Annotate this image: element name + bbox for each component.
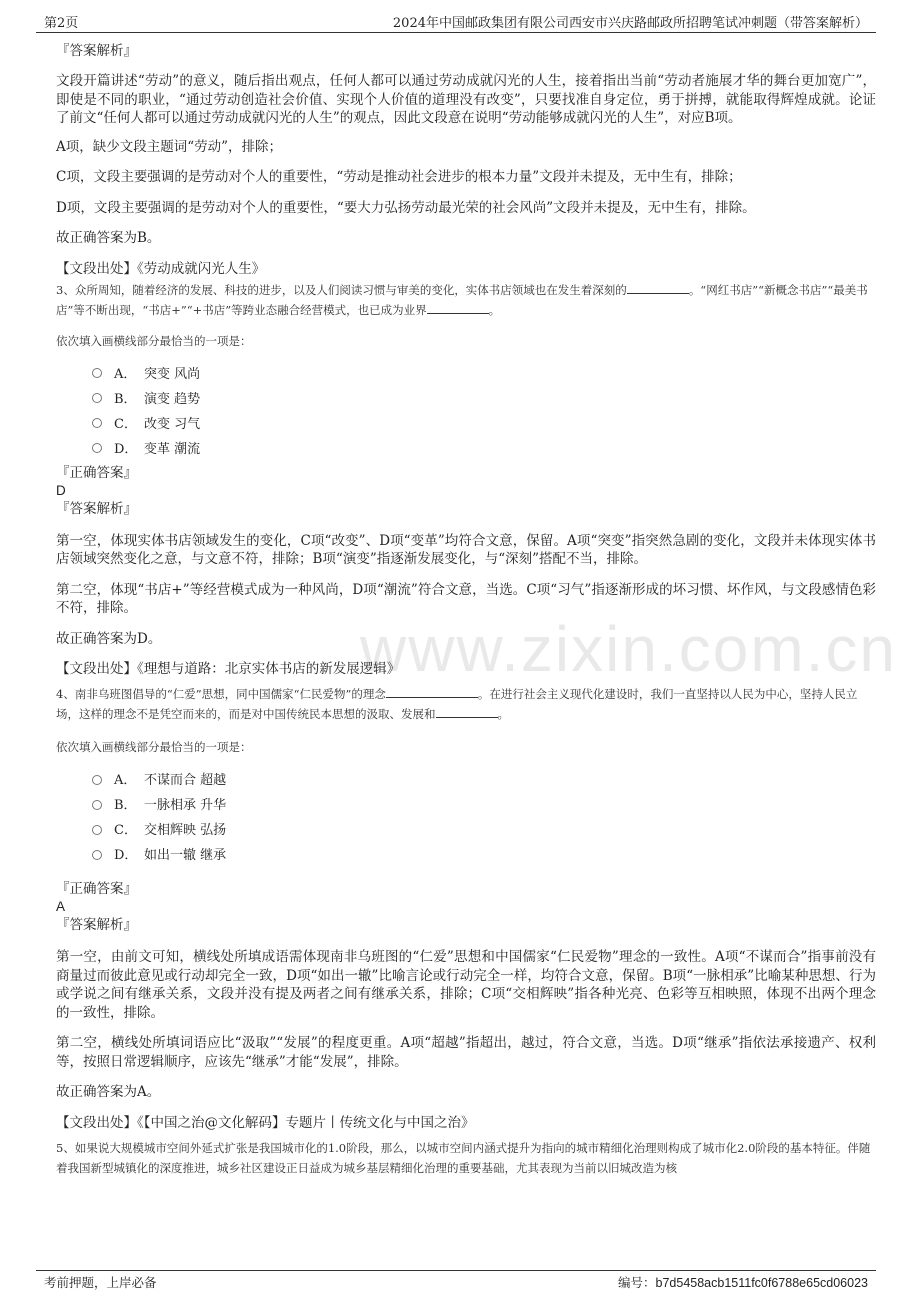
option-d[interactable]: D． 变革 潮流 [92, 437, 876, 462]
option-c[interactable]: C． 改变 习气 [92, 412, 876, 437]
radio-icon[interactable] [92, 825, 102, 835]
analysis-label: 『答案解析』 [56, 43, 137, 59]
answer-blank [627, 281, 689, 294]
answer-statement: 故正确答案为A。 [56, 1084, 161, 1100]
option-c[interactable]: C． 交相辉映 弘扬 [92, 818, 876, 843]
analysis-paragraph: C项，文段主要强调的是劳动对个人的重要性，“劳动是推动社会进步的根本力量”文段并未提及，无中生有，排除； [56, 169, 742, 185]
analysis-paragraph: 第二空，体现“书店+”等经营模式成为一种风尚，D项“潮流”符合文意，当选。C项“习气”指逐渐形成的坏习惯、坏作风，与文段感情色彩不符，排除。 [56, 581, 876, 616]
passage-source: 【文段出处】《【中国之治@文化解码】专题片丨传统文化与中国之治》 [56, 1114, 475, 1131]
radio-icon[interactable] [92, 775, 102, 785]
correct-answer-label: 『正确答案』 [56, 881, 137, 897]
question-prompt: 依次填入画横线部分最恰当的一项是： [56, 740, 252, 754]
analysis-paragraph: 第一空，由前文可知，横线处所填成语需体现南非乌班图的“仁爱”思想和中国儒家“仁民爱物”理念的一致性。A项“不谋而合”指事前没有商量过而彼此意见或行动却完全一致，D项“如出一辙”比喻言论或行动完全一样，均符合文意，保留。B项“一脉相承”比喻某种思想、行为或学说之间有继承关系，文段并没有提及两者之间有继承关系，排除；C项“交相辉映”指各种光亮、色彩等互相映照，体现不出两个理念的一致性，排除。 [56, 949, 876, 1021]
analysis-label: 『答案解析』 [56, 500, 137, 517]
question-3-stem: 3、众所周知，随着经济的发展、科技的进步，以及人们阅读习惯与审美的变化，实体书店领域也在发生着深刻的 。“网红书店”“新概念书店”“最美书店”等不断出现，“书店+”“+书店”等跨业态融合经营模式，也已成为业界 。 [56, 282, 868, 317]
question-4-options [92, 768, 876, 868]
radio-icon[interactable] [92, 418, 102, 428]
option-b[interactable]: B． 演变 趋势 [92, 387, 876, 412]
analysis-paragraph: A项，缺少文段主题词“劳动”，排除； [56, 138, 283, 155]
radio-icon[interactable] [92, 800, 102, 810]
footer-slogan: 考前押题，上岸必备 [44, 1275, 157, 1290]
radio-icon[interactable] [92, 393, 102, 403]
radio-icon[interactable] [92, 368, 102, 378]
radio-icon[interactable] [92, 850, 102, 860]
passage-source: 【文段出处】《理想与道路：北京实体书店的新发展逻辑》 [56, 661, 401, 677]
passage-source: 【文段出处】《劳动成就闪光人生》 [56, 260, 266, 277]
answer-blank [427, 301, 489, 314]
question-5-stem: 5、如果说大规模城市空间外延式扩张是我国城市化的1.0阶段，那么，以城市空间内涵式提升为指向的城市精细化治理则构成了城市化2.0阶段的基本特征。伴随着我国新型城镇化的深度推进，城乡社区建设正日益成为城乡基层精细化治理的重要基础，尤其表现为当前以旧城改造为核 [56, 1140, 871, 1175]
question-3-options [92, 362, 876, 462]
analysis-paragraph: D项，文段主要强调的是劳动对个人的重要性，“要大力弘扬劳动最光荣的社会风尚”文段并未提及，无中生有，排除。 [56, 199, 756, 216]
analysis-label: 『答案解析』 [56, 917, 137, 933]
document-title: 2024年中国邮政集团有限公司西安市兴庆路邮政所招聘笔试冲刺题（带答案解析） [392, 16, 868, 31]
correct-answer: A [56, 899, 66, 914]
question-prompt: 依次填入画横线部分最恰当的一项是： [56, 333, 252, 348]
answer-blank [386, 685, 478, 698]
correct-answer: D [56, 482, 66, 498]
analysis-paragraph: 文段开篇讲述“劳动”的意义，随后指出观点，任何人都可以通过劳动成就闪光的人生，接着指出当前“劳动者施展才华的舞台更加宽广”，即使是不同的职业，“通过劳动创造社会价值、实现个人价值的道理没有改变”，只要找准自身定位，勇于拼搏，就能取得辉煌成就。论证了前文“任何人都可以通过劳动成就闪光的人生”的观点，因此文段意在说明“劳动能够成就闪光的人生”，对应B项。 [56, 73, 876, 126]
analysis-paragraph: 第一空，体现实体书店领域发生的变化，C项“改变”、D项“变革”均符合文意，保留。A项“突变”指突然急剧的变化，文段并未体现实体书店领域突然变化之意，与文意不符，排除；B项“演变”指逐渐发展变化，与“深刻”搭配不当，排除。 [56, 532, 876, 567]
correct-answer-label: 『正确答案』 [56, 464, 137, 481]
page-footer [36, 1270, 876, 1293]
answer-blank [436, 705, 498, 718]
radio-icon[interactable] [92, 443, 102, 453]
page-number: 第2页 [44, 16, 79, 31]
option-a[interactable]: A． 突变 风尚 [92, 362, 876, 387]
page-header [36, 10, 876, 33]
option-a[interactable]: A． 不谋而合 超越 [92, 768, 876, 793]
document-id: 编号：b7d5458acb1511fc0f6788e65cd06023 [618, 1276, 868, 1290]
analysis-paragraph: 第二空，横线处所填词语应比“汲取”“发展”的程度更重。A项“超越”指超出，越过，符合文意，当选。D项“继承”指依法承接遗产、权利等，按照日常逻辑顺序，应该先“继承”才能“发展”，排除。 [56, 1035, 876, 1070]
page-content [56, 36, 876, 1178]
answer-statement: 故正确答案为B。 [56, 230, 161, 246]
option-b[interactable]: B． 一脉相承 升华 [92, 793, 876, 818]
answer-statement: 故正确答案为D。 [56, 630, 162, 647]
question-4-stem: 4、南非乌班图倡导的“仁爱”思想，同中国儒家“仁民爱物”的理念 。在进行社会主义现代化建设时，我们一直坚持以人民为中心，坚持人民立场，这样的理念不是凭空而来的，而是对中国传统民本思想的汲取、发展和 。 [56, 687, 858, 721]
option-d[interactable]: D． 如出一辙 继承 [92, 843, 876, 868]
watermark: www.zixin.com.cn [360, 613, 897, 685]
